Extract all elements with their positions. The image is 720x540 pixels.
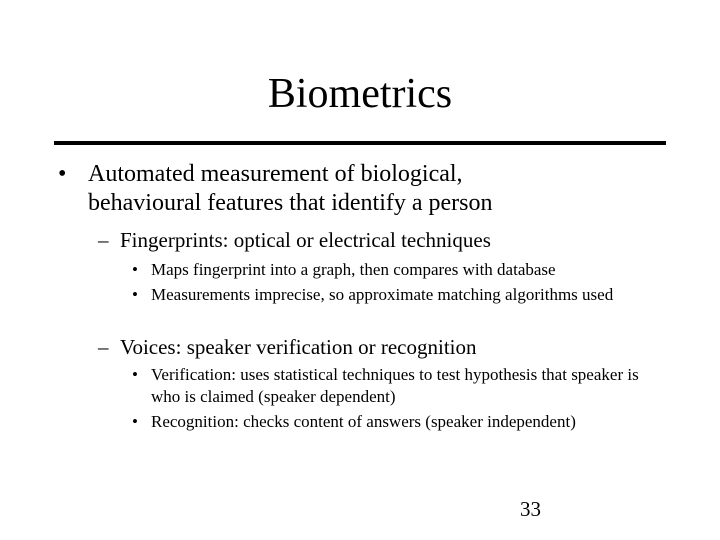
bullet-marker: • <box>132 365 138 384</box>
slide-title: Biometrics <box>267 71 453 117</box>
bullet-main <box>58 160 658 218</box>
dash-marker: – <box>98 335 109 359</box>
detail-bullet-verification-text: Verification: uses statistical techniques to test hypothesis that speaker is who is claimed (speaker dependent) <box>151 365 639 406</box>
detail-bullet-measurements-text: Measurements imprecise, so approximate matching algorithms used <box>151 285 614 304</box>
bullet-marker: • <box>132 285 138 304</box>
bullet-marker: • <box>132 412 138 431</box>
detail-bullet-recognition-text: Recognition: checks content of answers (speaker independent) <box>151 412 576 431</box>
sub-bullet-voices-text: Voices: speaker verification or recognition <box>120 335 477 359</box>
sub-bullet-fingerprints <box>98 227 678 253</box>
sub-bullet-voices <box>98 334 678 360</box>
detail-bullet-verification <box>132 364 672 408</box>
sub-bullet-fingerprints-text: Fingerprints: optical or electrical techniques <box>120 228 491 252</box>
dash-marker: – <box>98 228 109 252</box>
bullet-marker: • <box>58 161 67 187</box>
title-divider <box>54 141 666 145</box>
detail-bullet-maps-text: Maps fingerprint into a graph, then compares with database <box>151 260 556 279</box>
page-number: 33 <box>520 497 541 521</box>
detail-bullet-measurements <box>132 284 672 306</box>
bullet-main-text: Automated measurement of biological, behavioural features that identify a person <box>88 161 493 216</box>
bullet-marker: • <box>132 260 138 279</box>
detail-bullet-maps <box>132 259 672 281</box>
detail-bullet-recognition <box>132 411 672 433</box>
